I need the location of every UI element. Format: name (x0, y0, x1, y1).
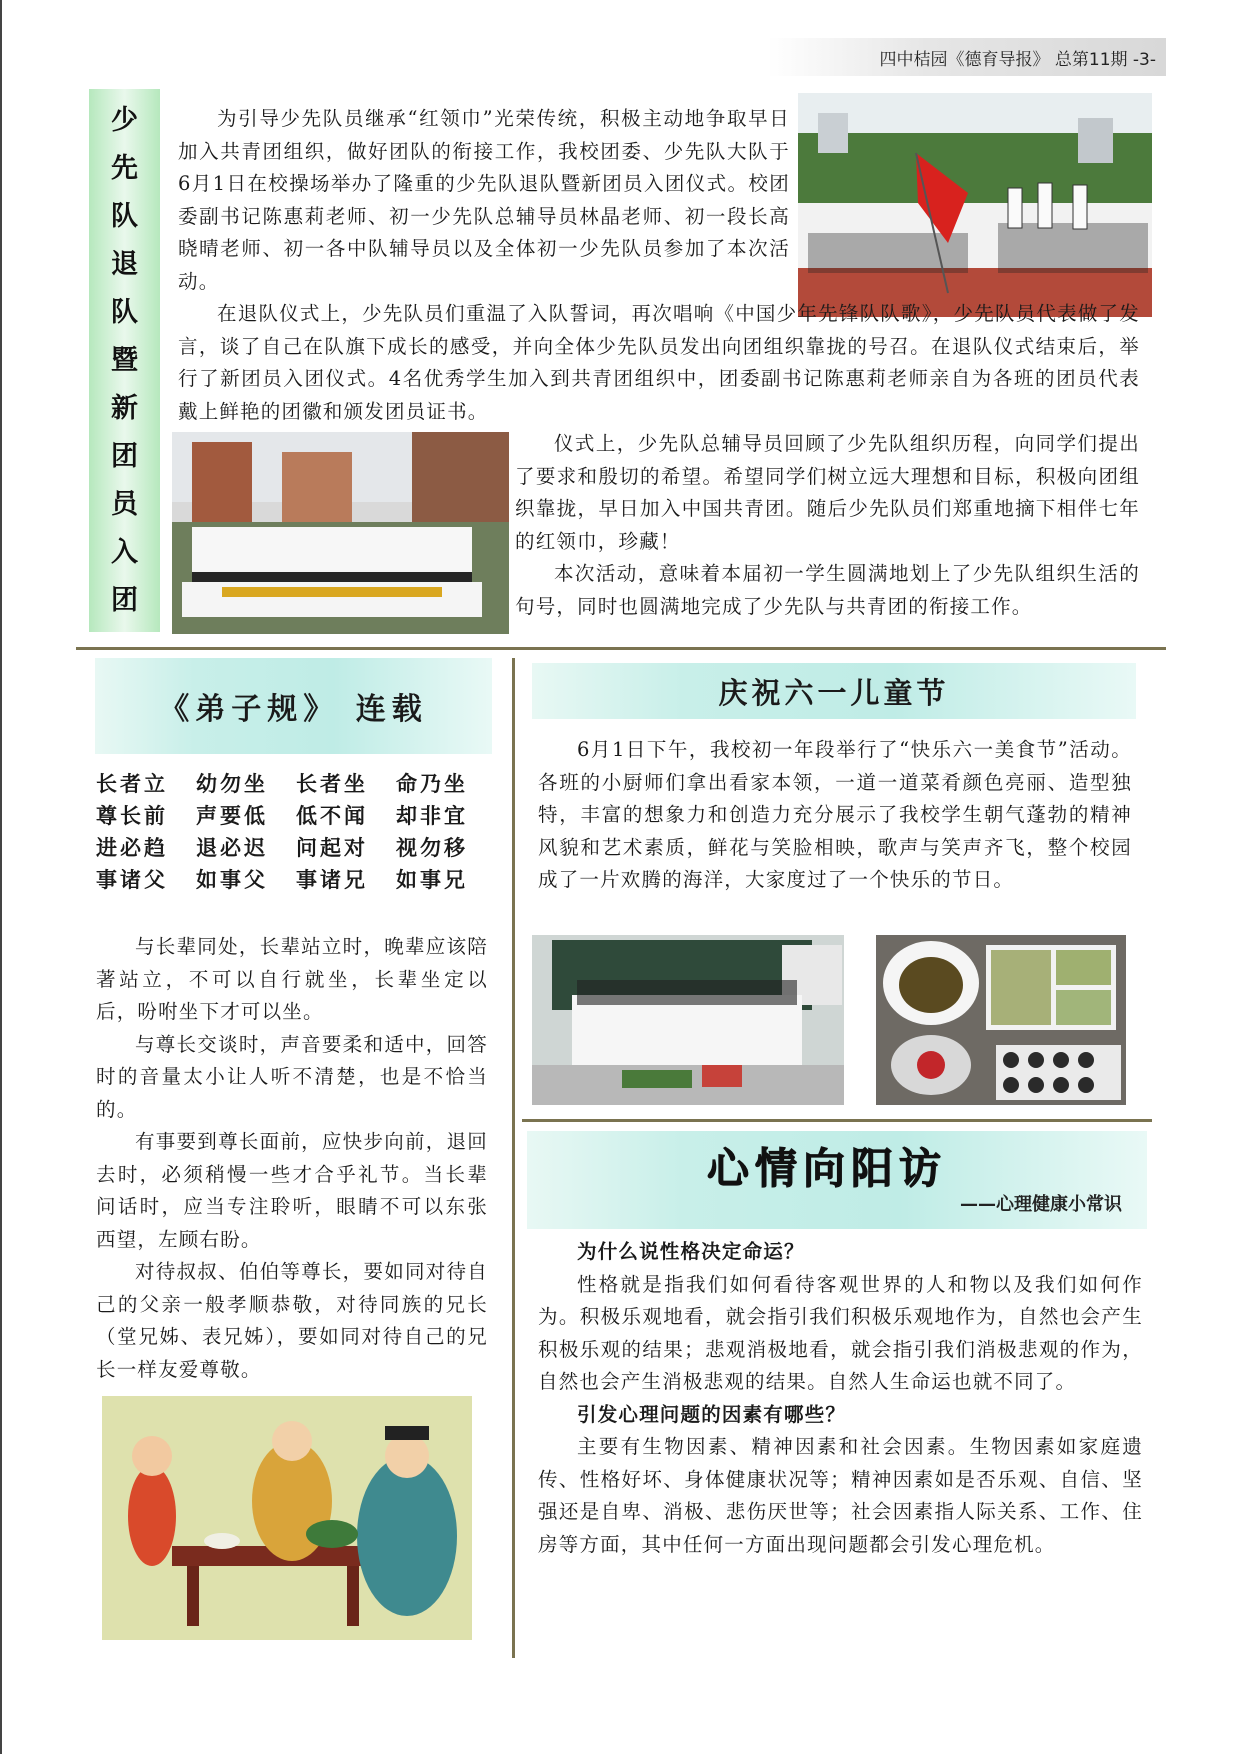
answer-1: 性格就是指我们如何看待客观世界的人和物以及我们如何作为。积极乐观地看，就会指引我们积极乐观地作为，自然也会产生积极乐观的结果；悲观消极地看，就会指引我们消极悲观的作为，自然也会产生消极悲观的结果。自然人生命运也就不同了。 (538, 1272, 1143, 1393)
page-header (768, 38, 1166, 76)
title-char: 团 (111, 585, 138, 616)
title-char: 队 (111, 201, 138, 232)
title-char: 员 (111, 489, 138, 520)
title-char: 退 (111, 249, 138, 280)
title-char: 先 (111, 153, 138, 184)
psychology-banner (527, 1131, 1147, 1229)
column-divider (512, 658, 515, 1658)
flag-ceremony-photo (798, 93, 1152, 317)
page-border (0, 0, 2, 1754)
verse-row: 事诸父 如事父 事诸兄 如事兄 (96, 867, 468, 892)
title-char: 入 (111, 537, 138, 568)
section1-paragraph-4: 本次活动，意味着本届初一学生圆满地划上了少先队组织生活的句号，同时也圆满地完成了少先队与共青团的衔接工作。 (515, 562, 1140, 618)
title-char: 少 (111, 105, 138, 136)
verse-row: 长者立 幼勿坐 长者坐 命乃坐 (96, 771, 468, 796)
header-text: 四中桔园《德育导报》 总第11期 -3- (879, 49, 1156, 70)
childrens-day-paragraph: 6月1日下午，我校初一年段举行了“快乐六一美食节”活动。各班的小厨师们拿出看家本领，一道一道菜肴颜色亮丽、造型独特，丰富的想象力和创造力充分展示了我校学生朝气蓬勃的精神风貌和艺术素质，鲜花与笑脸相映，歌声与笑声齐飞，整个校园成了一片欢腾的海洋，大家度过了一个快乐的节日。 (538, 738, 1132, 891)
verse-row: 进必趋 退必迟 问起对 视勿移 (96, 835, 468, 860)
psychology-subtitle: ——心理健康小常识 (960, 1194, 1122, 1215)
childrens-day-banner (532, 663, 1136, 719)
dizigui-verses (96, 768, 496, 896)
dizigui-title: 《弟子规》 连载 (159, 692, 428, 727)
section-divider (76, 647, 1166, 650)
right-divider (522, 1119, 1152, 1122)
cooking-class-photo (532, 935, 844, 1105)
question-2: 引发心理问题的因素有哪些？ (577, 1402, 847, 1426)
question-1: 为什么说性格决定命运？ (577, 1240, 805, 1263)
childrens-day-title: 庆祝六一儿童节 (718, 675, 950, 710)
verse-row: 尊长前 声要低 低不闻 却非宜 (96, 803, 468, 828)
dizigui-explanation: 与长辈同处，长辈站立时，晚辈应该陪著站立，不可以自行就坐，长辈坐定以后，吩咐坐下才可以坐。 与尊长交谈时，声音要柔和适中，回答时的音量太小让人听不清楚，也是不恰当的。 有事要到尊长面前，应快步向前，退回去时，必须稍慢一些才合乎礼节。当长辈问话时，应当专注聆听，眼睛不可以东张西望，左顾右盼。 对待叔叔、伯伯等尊长，要如同对待自己的父亲一般孝顺恭敬，对待同族的兄长（堂兄姊、表兄姊），要如同对待自己的兄长一样友爱尊敬。 (96, 935, 488, 1381)
section-vertical-title (89, 89, 160, 632)
title-char: 队 (111, 297, 138, 328)
psychology-content (538, 1236, 1143, 1561)
answer-2: 主要有生物因素、精神因素和社会因素。生物因素如家庭遗传、性格好坏、身体健康状况等；精神因素如是否乐观、自信、坚强还是自卑、消极、悲伤厌世等；社会因素指人际关系、工作、住房等方面，其中任何一方面出现问题都会引发心理危机。 (538, 1435, 1143, 1556)
food-dishes-photo (876, 935, 1126, 1105)
psychology-title: 心情向阳访 (707, 1144, 948, 1193)
dizigui-illustration (102, 1396, 472, 1640)
section1-paragraph-1: 为引导少先队员继承“红领巾”光荣传统，积极主动地争取早日加入共青团组织，做好团队的衔接工作，我校团委、少先队大队于6月1日在校操场举办了隆重的少先队退队暨新团员入团仪式。校团委副书记陈惠莉老师、初一少先队总辅导员林晶老师、初一段长高晓晴老师、初一各中队辅导员以及全体初一少先队员参加了本次活动。 (178, 107, 790, 293)
section1-paragraph-2: 在退队仪式上，少先队员们重温了入队誓词，再次唱响《中国少年先锋队队歌》，少先队员代表做了发言，谈了自己在队旗下成长的感受，并向全体少先队员发出向团组织靠拢的号召。在退队仪式结束后，举行了新团员入团仪式。4名优秀学生加入到共青团组织中，团委副书记陈惠莉老师亲自为各班的团员代表戴上鲜艳的团徽和颁发团员证书。 (178, 302, 1140, 423)
group-photo (172, 432, 509, 634)
title-char: 暨 (111, 345, 138, 376)
title-char: 新 (111, 393, 138, 424)
title-char: 团 (111, 441, 138, 472)
section1-paragraph-3: 仪式上，少先队总辅导员回顾了少先队组织历程，向同学们提出了要求和殷切的希望。希望同学们树立远大理想和目标，积极向团组织靠拢，早日加入中国共青团。随后少先队员们郑重地摘下相伴七年的红领巾，珍藏！ (515, 432, 1140, 553)
dizigui-banner (95, 658, 492, 754)
